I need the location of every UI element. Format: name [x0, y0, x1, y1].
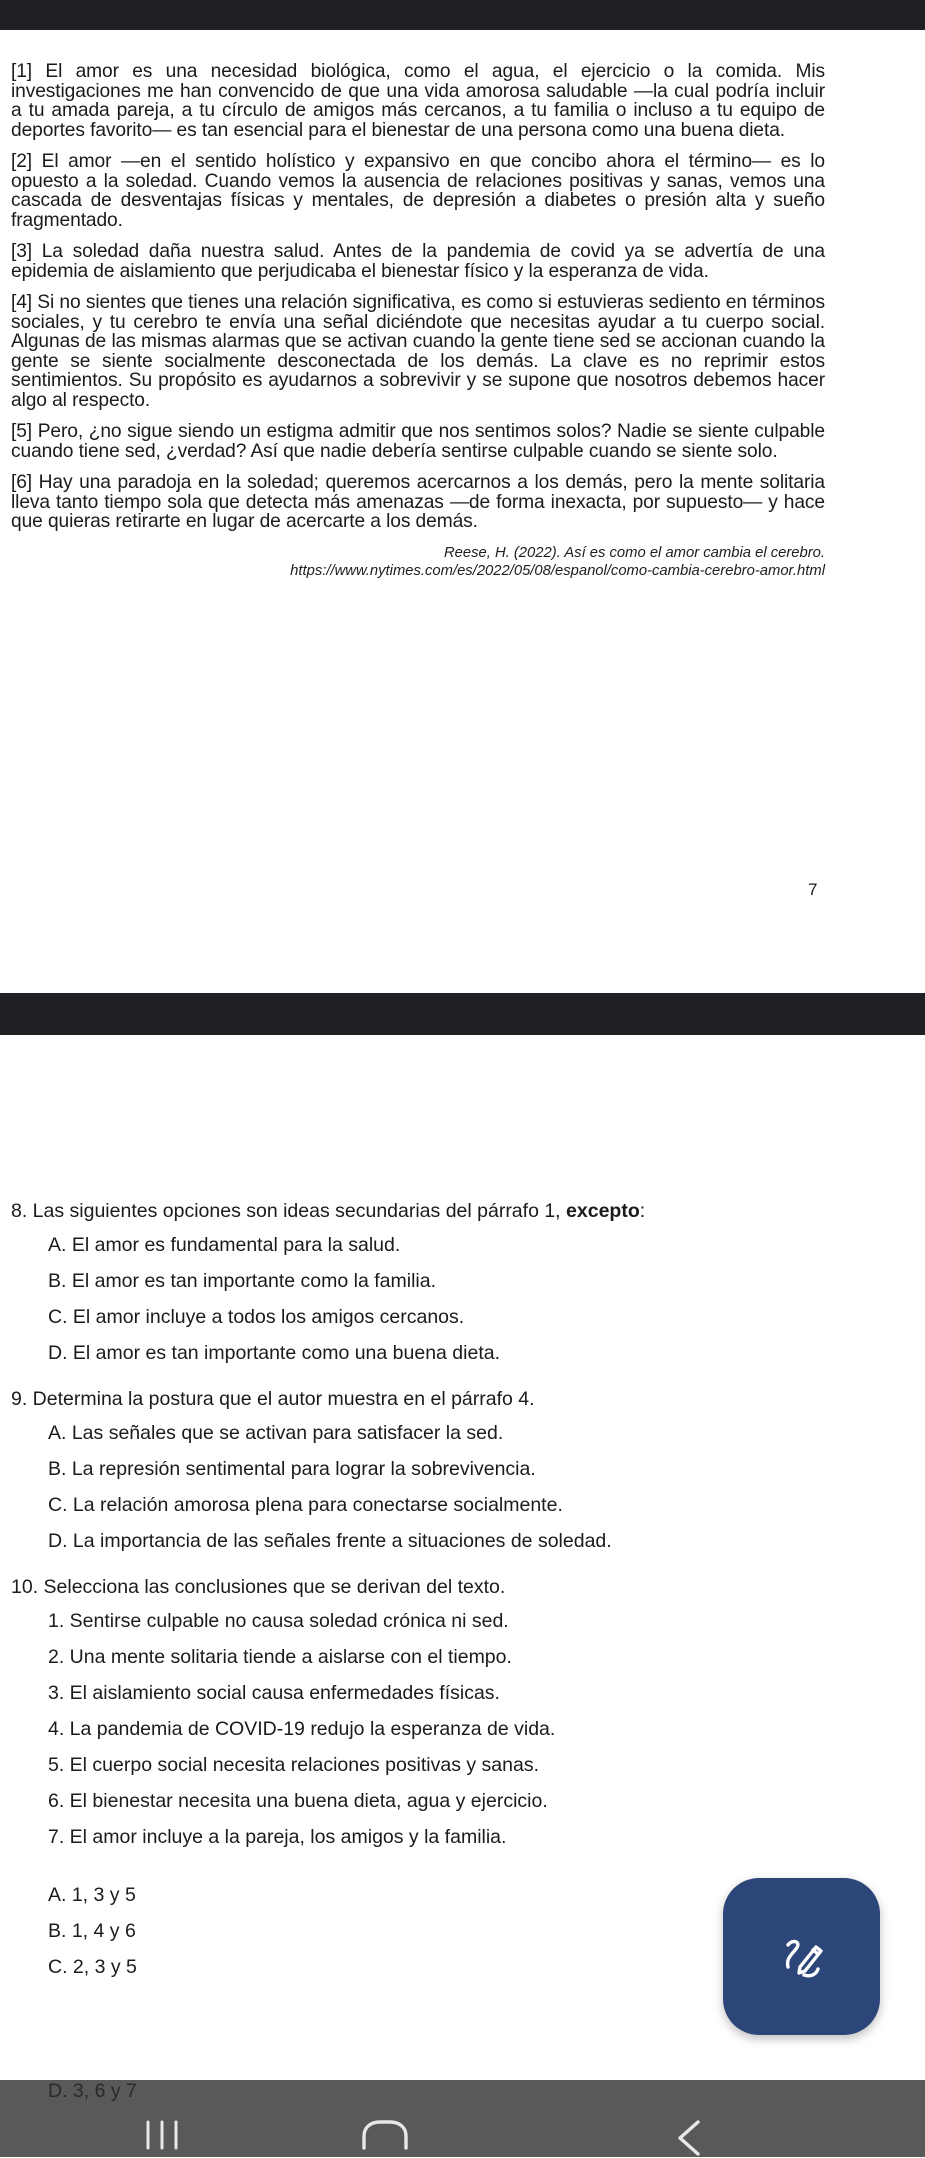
paragraph-4: [4] Si no sientes que tienes una relación significativa, es como si estuvieras sediento en términos sociales, y tu cerebro te envía una señal diciéndote que necesitas ayudar a tu cuerpo social. Algunas de las mismas alarmas que se activan cuando la gente tiene sed se accionan cuando la gente se siente socialmente desconectada de los demás. La clave es no reprimir estos sentimientos. Su propósito es ayudarnos a sobrevivir y se supone que nosotros debemos hacer algo al respecto.	[11, 292, 825, 411]
question-9-option-b: B. La represión sentimental para lograr la sobrevivencia.	[48, 1458, 536, 1480]
reading-page	[11, 62, 825, 581]
question-10-text: 10. Selecciona las conclusiones que se derivan del texto.	[11, 1576, 506, 1598]
page-number: 7	[808, 880, 818, 899]
paragraph-2: [2] El amor —en el sentido holístico y expansivo en que concibo ahora el término— es lo opuesto a la soledad. Cuando vemos la ausencia de relaciones positivas y sanas, vemos una cascada de desventajas físicas y mentales, de depresión a diabetes o presión alta y sueño fragmentado.	[11, 151, 825, 231]
question-10-statement-4: 4. La pandemia de COVID-19 redujo la esperanza de vida.	[48, 1718, 556, 1740]
question-9-text: 9. Determina la postura que el autor muestra en el párrafo 4.	[11, 1388, 535, 1410]
paragraph-5: [5] Pero, ¿no sigue siendo un estigma admitir que nos sentimos solos? Nadie se siente culpable cuando tiene sed, ¿verdad? Así que nadie debería sentirse culpable cuando se siente solo.	[11, 421, 825, 462]
question-8-option-b: B. El amor es tan importante como la familia.	[48, 1270, 436, 1292]
question-10-option-c: C. 2, 3 y 5	[48, 1956, 137, 1978]
question-10-option-d: D. 3, 6 y 7	[48, 2080, 137, 2102]
question-9-option-a: A. Las señales que se activan para satisfacer la sed.	[48, 1422, 504, 1444]
citation-reference: Reese, H. (2022). Así es como el amor cambia el cerebro.	[443, 544, 825, 561]
citation	[11, 544, 825, 581]
question-9	[11, 1388, 811, 1552]
question-10-option-a: A. 1, 3 y 5	[48, 1884, 136, 1906]
recent-apps-icon[interactable]	[140, 2118, 184, 2152]
question-8-option-c: C. El amor incluye a todos los amigos cercanos.	[48, 1306, 465, 1328]
edit-fab-button[interactable]	[723, 1878, 880, 2035]
paragraph-6: [6] Hay una paradoja en la soledad; queremos acercarnos a los demás, pero la mente solitaria lleva tanto tiempo sola que detecta más amenazas —de forma inexacta, por supuesto— y hace que quieras retirarte en lugar de acercarte a los demás.	[11, 472, 825, 532]
citation-url: https://www.nytimes.com/es/2022/05/08/espanol/como-cambia-cerebro-amor.html	[290, 563, 825, 579]
question-10-statement-7: 7. El amor incluye a la pareja, los amigos y la familia.	[48, 1826, 507, 1848]
question-10-statement-5: 5. El cuerpo social necesita relaciones positivas y sanas.	[48, 1754, 540, 1776]
question-10-statement-3: 3. El aislamiento social causa enfermedades físicas.	[48, 1682, 500, 1704]
question-9-option-c: C. La relación amorosa plena para conectarse socialmente.	[48, 1494, 563, 1516]
question-10-statement-6: 6. El bienestar necesita una buena dieta, agua y ejercicio.	[48, 1790, 548, 1812]
top-status-bar	[0, 0, 925, 30]
question-8-option-d: D. El amor es tan importante como una buena dieta.	[48, 1342, 501, 1364]
question-8	[11, 1200, 811, 1364]
edit-doodle-icon	[774, 1929, 830, 1985]
quiz-section	[11, 1200, 811, 2002]
question-10-statement-1: 1. Sentirse culpable no causa soledad crónica ni sed.	[48, 1610, 509, 1632]
page-divider	[0, 993, 925, 1035]
question-9-option-d: D. La importancia de las señales frente a situaciones de soledad.	[48, 1530, 612, 1552]
back-icon[interactable]	[668, 2118, 708, 2158]
question-8-emphasis: excepto	[566, 1200, 640, 1222]
question-10	[11, 1576, 811, 1978]
paragraph-3: [3] La soledad daña nuestra salud. Antes de la pandemia de covid ya se advertía de una epidemia de aislamiento que perjudicaba el bienestar físico y la esperanza de vida.	[11, 241, 825, 282]
paragraph-1: [1] El amor es una necesidad biológica, como el agua, el ejercicio o la comida. Mis investigaciones me han convencido de que una vida amorosa saludable —la cual podría incluir a tu amada pareja, a tu círculo de amigos más cercanos, a tu familia o incluso a tu equipo de deportes favorito— es tan esencial para el bienestar de una persona como una buena dieta.	[11, 61, 825, 141]
question-10-statement-2: 2. Una mente solitaria tiende a aislarse con el tiempo.	[48, 1646, 512, 1668]
question-8-option-a: A. El amor es fundamental para la salud.	[48, 1234, 401, 1256]
android-navigation-bar	[0, 2080, 925, 2157]
question-8-text: 8. Las siguientes opciones son ideas secundarias del párrafo 1, excepto:	[11, 1200, 646, 1222]
question-10-option-b: B. 1, 4 y 6	[48, 1920, 136, 1942]
home-icon[interactable]	[360, 2118, 410, 2158]
